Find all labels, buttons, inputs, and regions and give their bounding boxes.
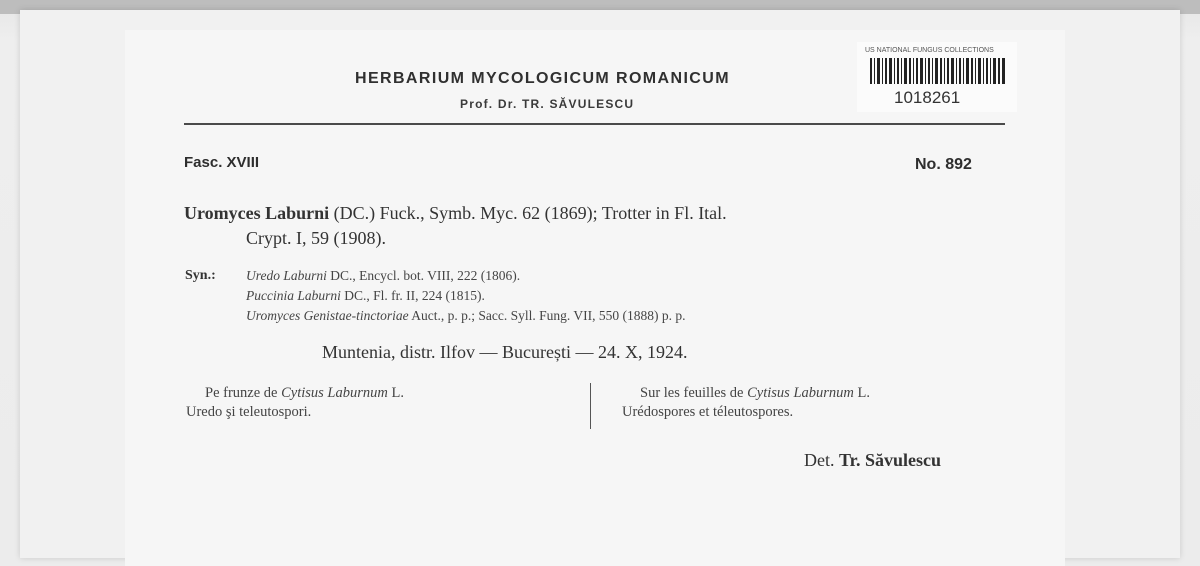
- herbarium-title: HERBARIUM MYCOLOGICUM ROMANICUM: [355, 70, 730, 87]
- synonym-name: Uredo Laburni: [246, 268, 327, 283]
- herbarium-curator: Prof. Dr. TR. SĂVULESCU: [460, 97, 635, 111]
- barcode-label: [857, 42, 1017, 112]
- synonym-ref: DC., Fl. fr. II, 224 (1815).: [340, 288, 485, 303]
- host-prefix: Sur les feuilles de: [640, 385, 748, 401]
- species-name: Uromyces Laburni: [184, 203, 330, 223]
- specimen-number: No. 892: [915, 156, 972, 173]
- barcode-caption: US NATIONAL FUNGUS COLLECTIONS: [865, 47, 994, 54]
- host-name: Cytisus Laburnum: [747, 385, 854, 401]
- species-citation-cont: Crypt. I, 59 (1908).: [246, 228, 386, 248]
- synonym-name: Puccinia Laburni: [246, 288, 341, 303]
- barcode-icon: [870, 58, 1005, 84]
- synonym-item: [246, 308, 685, 324]
- determiner: [804, 450, 941, 471]
- determiner-prefix: Det.: [804, 450, 839, 470]
- collection-locality: Muntenia, distr. Ilfov — București — 24. X, 1924.: [322, 342, 688, 362]
- synonym-item: [246, 268, 520, 284]
- synonym-ref: Auct., p. p.; Sacc. Syll. Fung. VII, 550 (1888) p. p.: [408, 308, 686, 323]
- spore-stages-romanian: Uredo şi teleutospori.: [186, 404, 312, 420]
- host-name: Cytisus Laburnum: [281, 385, 388, 401]
- synonyms-label: Syn.:: [185, 268, 216, 283]
- synonym-name: Uromyces Genistae-tinctoriae: [246, 308, 409, 323]
- synonym-ref: DC., Encycl. bot. VIII, 222 (1806).: [326, 268, 521, 283]
- host-romanian: [205, 385, 404, 402]
- catalog-number: 1018261: [894, 88, 961, 107]
- synonym-item: [246, 288, 485, 304]
- column-divider: [590, 383, 591, 429]
- fascicle-label: Fasc. XVIII: [184, 154, 260, 171]
- host-french: [640, 385, 870, 402]
- spore-stages-french: Urédospores et téleutospores.: [622, 404, 794, 420]
- determiner-name: Tr. Săvulescu: [839, 450, 942, 470]
- host-prefix: Pe frunze de: [205, 385, 282, 401]
- species-citation: [184, 203, 727, 224]
- species-authority: (DC.) Fuck., Symb. Myc. 62 (1869); Trotter in Fl. Ital.: [329, 203, 727, 223]
- header-rule: [184, 123, 1005, 125]
- host-authority: L.: [853, 385, 870, 401]
- host-authority: L.: [387, 385, 404, 401]
